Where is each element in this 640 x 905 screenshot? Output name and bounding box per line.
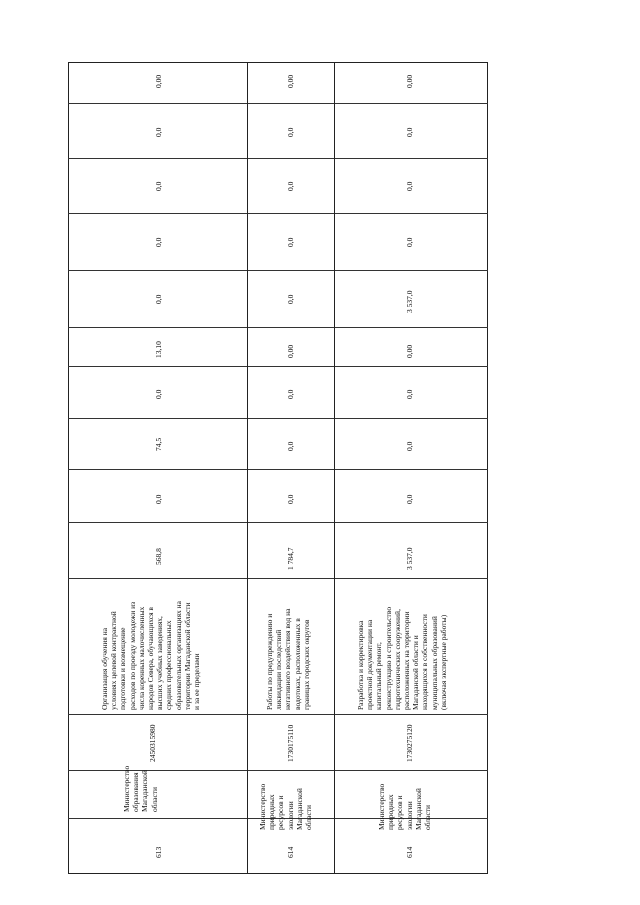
- value-cell: 0,0: [154, 181, 163, 191]
- column-divider: [68, 366, 488, 367]
- ministry-name: Министерство природных ресурсов и экологии Магаданской области: [377, 783, 433, 830]
- value-cell: 0,0: [405, 441, 414, 451]
- budget-code: 1730175110: [286, 724, 295, 762]
- value-cell: 0,0: [154, 494, 163, 504]
- ministry-name: Министерство природных ресурсов и экологии Магаданской области: [258, 783, 314, 830]
- row-number: 614: [405, 846, 414, 858]
- value-cell: 1 784,7: [286, 547, 295, 570]
- table-frame: [68, 62, 488, 874]
- value-cell: 0,0: [286, 181, 295, 191]
- value-cell: 0,0: [405, 494, 414, 504]
- column-divider: [68, 522, 488, 523]
- value-cell: 0,0: [286, 494, 295, 504]
- value-cell: 0,0: [286, 127, 295, 137]
- value-cell: 0,0: [286, 294, 295, 304]
- column-divider: [68, 103, 488, 104]
- budget-code: 1730275120: [405, 724, 414, 762]
- value-cell: 0,0: [154, 237, 163, 247]
- value-cell: 0,0: [405, 127, 414, 137]
- value-cell: 13,10: [154, 341, 163, 358]
- budget-code: 2450315980: [148, 724, 157, 762]
- value-cell: 0,0: [286, 441, 295, 451]
- value-cell: 3 537,0: [405, 290, 414, 313]
- value-cell: 0,00: [286, 74, 295, 88]
- value-cell: 0,0: [405, 389, 414, 399]
- value-cell: 0,0: [405, 181, 414, 191]
- row-divider: [247, 62, 248, 874]
- scan-artifact: [616, 410, 624, 412]
- value-cell: 0,0: [154, 127, 163, 137]
- value-cell: 568,8: [154, 548, 163, 565]
- description: Разработка и корректировка проектной документации на капитальный ремонт, реконструкцию и строительство гидротехнических сооружений, расположенных на территории Магаданской области и находящихся в собственности муниципальных образований (включая экспертные работы): [356, 606, 448, 710]
- column-divider: [68, 578, 488, 579]
- value-cell: 0,0: [154, 389, 163, 399]
- column-divider: [68, 213, 488, 214]
- value-cell: 0,00: [286, 344, 295, 358]
- column-divider: [68, 469, 488, 470]
- ministry-name: Министерство образования Магаданской области: [122, 765, 159, 812]
- column-divider: [68, 327, 488, 328]
- value-cell: 0,0: [286, 389, 295, 399]
- value-cell: 0,00: [405, 74, 414, 88]
- value-cell: 0,00: [405, 344, 414, 358]
- description: Работы по предупреждению и ликвидации последствий негативного воздействия вод на водотоках, расположенных в границах городских округов: [265, 608, 311, 710]
- description: Организация обучения на условиях целевой контрактной подготовки и возмещение расходов по проезду молодежи из числа коренных малочисленных народов Севера, обучающихся в высших учебных заведениях, средних профессиональных образовательных организациях на территории Магаданской области и за ее пределами: [100, 600, 202, 710]
- value-cell: 0,00: [154, 74, 163, 88]
- column-divider: [68, 418, 488, 419]
- row-number: 614: [286, 846, 295, 858]
- value-cell: 0,0: [286, 237, 295, 247]
- column-divider: [68, 270, 488, 271]
- row-divider: [334, 62, 335, 874]
- row-number: 613: [154, 846, 163, 858]
- column-divider: [68, 158, 488, 159]
- value-cell: 0,0: [154, 294, 163, 304]
- value-cell: 74,5: [154, 437, 163, 451]
- value-cell: 0,0: [405, 237, 414, 247]
- value-cell: 3 537,0: [405, 547, 414, 570]
- column-divider: [68, 714, 488, 715]
